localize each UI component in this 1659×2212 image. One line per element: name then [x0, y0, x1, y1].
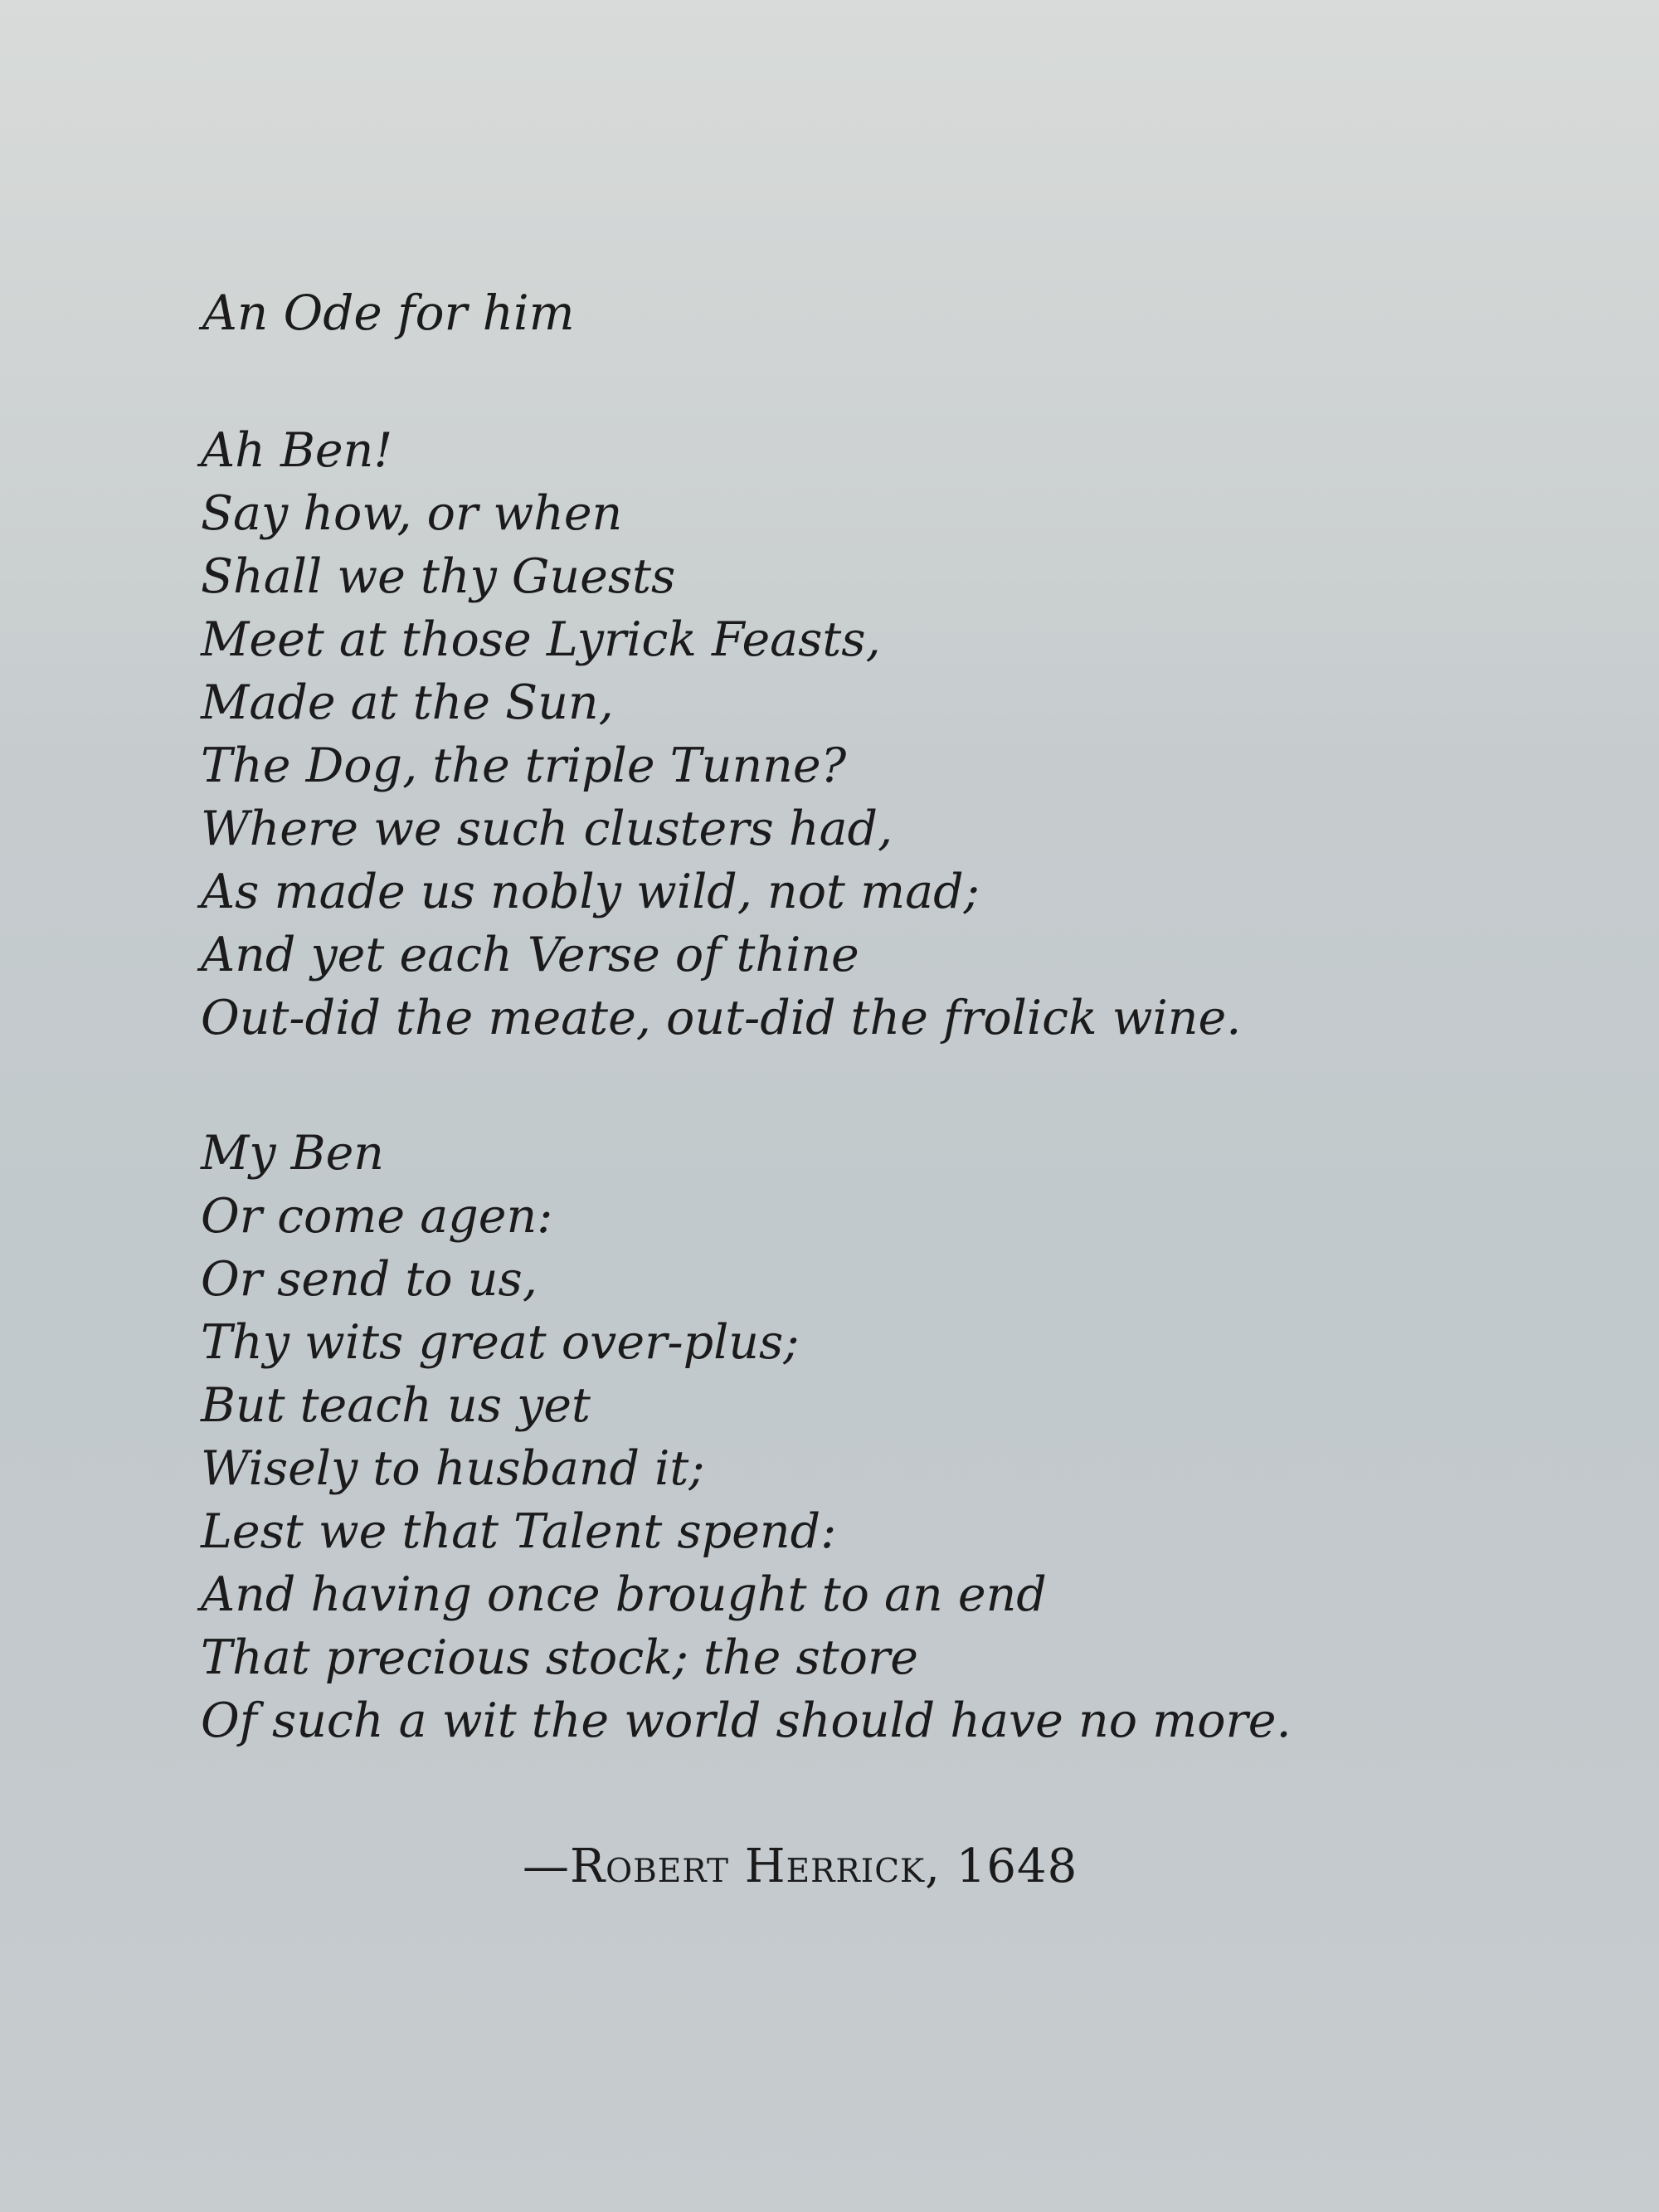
poem-line: As made us nobly wild, not mad; [201, 865, 980, 919]
poem-attribution: —Robert Herrick, 1648 [523, 1839, 1078, 1893]
poem-line: My Ben [201, 1126, 385, 1181]
poem-line: Of such a wit the world should have no more. [201, 1693, 1292, 1748]
poem-line: Made at the Sun, [201, 675, 614, 730]
poem-line: Or send to us, [201, 1252, 538, 1307]
poem-line: Thy wits great over-plus; [201, 1315, 800, 1370]
poem-line: The Dog, the triple Tunne? [201, 738, 847, 793]
poem-line: That precious stock; the store [201, 1630, 918, 1685]
poem-title: An Ode for him [202, 285, 575, 341]
poem-line: And yet each Verse of thine [201, 928, 859, 982]
poem-line: Say how, or when [201, 486, 623, 541]
poem-line: Shall we thy Guests [201, 549, 676, 604]
poem-line: But teach us yet [201, 1378, 591, 1433]
poem-line: Ah Ben! [201, 423, 393, 478]
poem-line: Out-did the meate, out-did the frolick wine. [201, 991, 1242, 1045]
stanza-two [201, 1122, 1292, 1752]
poem-line: Wisely to husband it; [201, 1441, 705, 1496]
poem-line: Where we such clusters had, [201, 801, 893, 856]
poem-line: Meet at those Lyrick Feasts, [201, 612, 881, 667]
poem-line: Or come agen: [201, 1189, 553, 1244]
stanza-one [201, 419, 1241, 1050]
poem-line: And having once brought to an end [201, 1567, 1047, 1622]
poem-line: Lest we that Talent spend: [201, 1504, 837, 1559]
